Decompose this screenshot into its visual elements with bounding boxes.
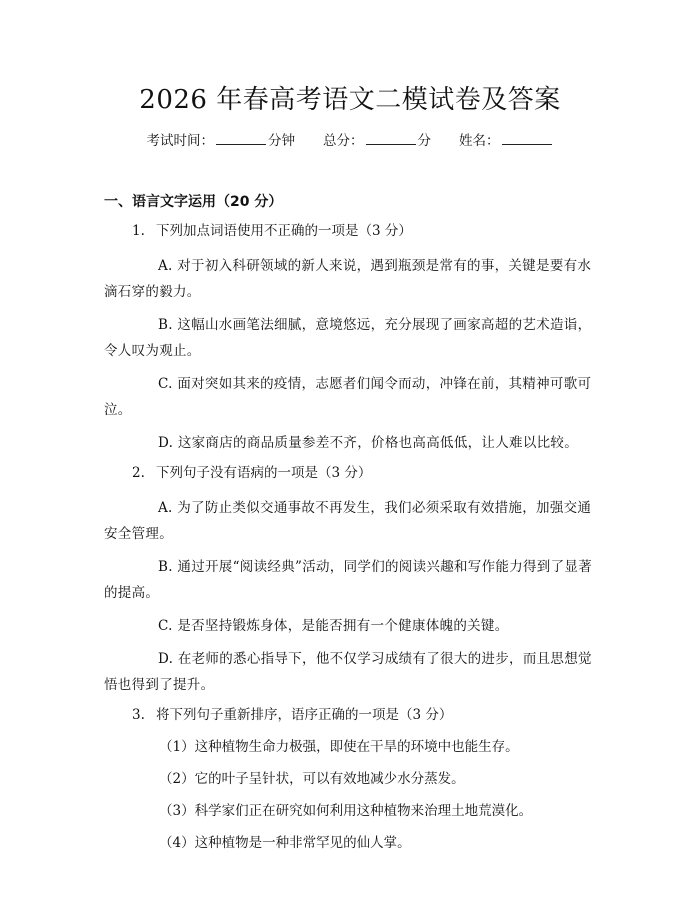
question-1-option-c: C. 面对突如其来的疫情，志愿者们闻令而动，冲锋在前，其精神可歌可泣。 xyxy=(104,376,592,418)
score-unit: 分 xyxy=(417,133,431,149)
question-1-option-b: B. 这幅山水画笔法细腻，意境悠远，充分展现了画家高超的艺术造诣，令人叹为观止。 xyxy=(104,317,592,359)
score-label: 总分： xyxy=(323,133,364,149)
question-2-option-d: D. 在老师的悉心指导下，他不仅学习成绩有了很大的进步，而且思想觉悟也得到了提升。 xyxy=(104,651,592,693)
question-text: 下列加点词语使用不正确的一项是（3 分） xyxy=(156,223,412,239)
name-blank xyxy=(502,131,552,145)
question-2-option-a: A. 为了防止类似交通事故不再发生，我们必须采取有效措施，加强交通安全管理。 xyxy=(104,500,592,542)
exam-title: 2026 年春高考语文二模试卷及答案 xyxy=(139,85,561,115)
question-text: 将下列句子重新排序，语序正确的一项是（3 分） xyxy=(156,707,453,723)
time-label: 考试时间： xyxy=(146,133,214,149)
time-unit: 分钟 xyxy=(268,133,295,149)
section-content xyxy=(104,221,596,865)
question-3-sentence-1: （1）这种植物生命力极强，即使在干旱的环境中也能生存。 xyxy=(159,739,519,755)
time-blank xyxy=(216,131,266,145)
exam-info-line xyxy=(0,131,700,151)
score-blank xyxy=(366,131,416,145)
question-number: 3. xyxy=(132,707,145,723)
name-label: 姓名： xyxy=(459,133,500,149)
question-text: 下列句子没有语病的一项是（3 分） xyxy=(156,465,372,481)
question-2-option-c: C. 是否坚持锻炼身体，是能否拥有一个健康体魄的关键。 xyxy=(158,618,509,634)
question-3-sentence-3: （3）科学家们正在研究如何利用这种植物来治理土地荒漠化。 xyxy=(159,803,533,819)
question-3-sentence-2: （2）它的叶子呈针状，可以有效地减少水分蒸发。 xyxy=(159,771,465,787)
question-2-stem xyxy=(104,463,596,483)
section-heading: 一、语言文字运用（20 分） xyxy=(104,194,283,210)
question-1-option-d: D. 这家商店的商品质量参差不齐，价格也高高低低，让人难以比较。 xyxy=(158,435,579,451)
question-number: 2. xyxy=(132,465,145,481)
question-3-sentence-4: （4）这种植物是一种非常罕见的仙人掌。 xyxy=(159,835,411,851)
question-number: 1. xyxy=(132,223,145,239)
question-1-stem xyxy=(104,221,596,241)
question-3-stem xyxy=(104,705,596,725)
question-1-option-a: A. 对于初入科研领域的新人来说，遇到瓶颈是常有的事，关键是要有水滴石穿的毅力。 xyxy=(104,258,592,300)
question-2-option-b: B. 通过开展“阅读经典”活动，同学们的阅读兴趣和写作能力得到了显著的提高。 xyxy=(104,559,593,601)
